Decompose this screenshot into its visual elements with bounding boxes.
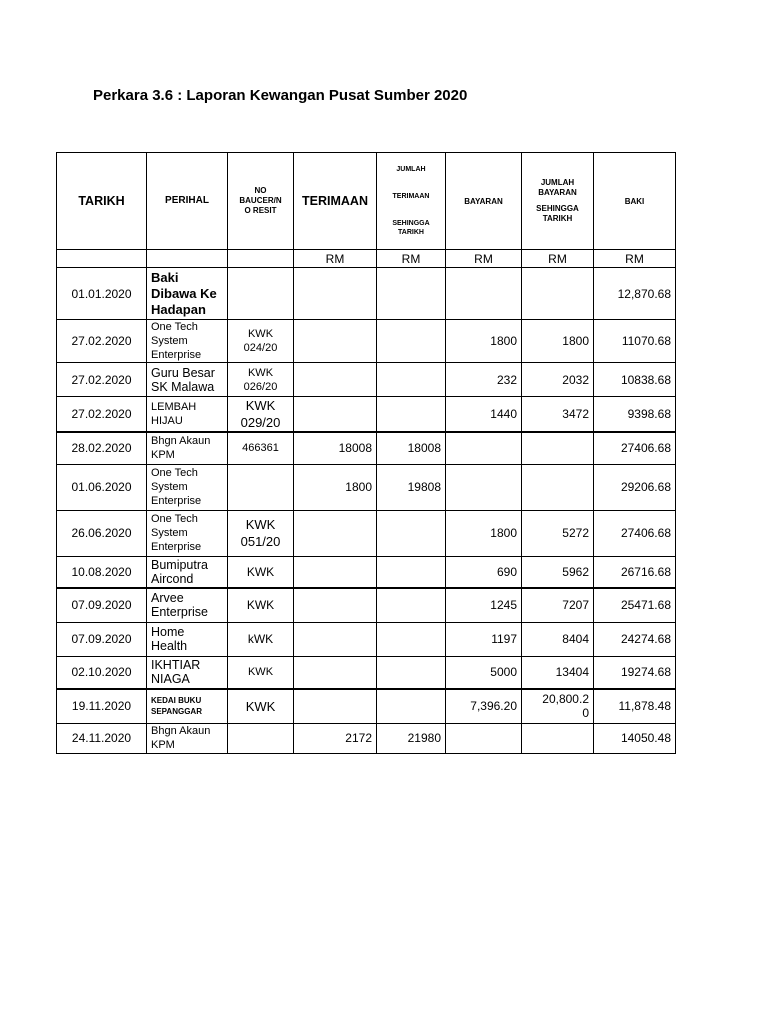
cell-jumlah-bayaran: 5962 [522, 556, 594, 588]
cell-bayaran: 1245 [446, 588, 522, 622]
cell-bayaran: 7,396.20 [446, 689, 522, 723]
cell-perihal: One Tech System Enterprise [147, 510, 228, 556]
cell-perihal: LEMBAH HIJAU [147, 397, 228, 433]
header-row [57, 153, 676, 250]
cell-baucer: KWK [228, 656, 294, 689]
cell-tarikh: 10.08.2020 [57, 556, 147, 588]
cell-baki: 19274.68 [594, 656, 676, 689]
cell-tarikh: 27.02.2020 [57, 397, 147, 433]
cell-tarikh: 01.01.2020 [57, 268, 147, 320]
cell-baki: 10838.68 [594, 363, 676, 397]
cell-baki: 9398.68 [594, 397, 676, 433]
cell-baucer: kWK [228, 622, 294, 656]
cell-jumlah-bayaran: 20,800.2 0 [522, 689, 594, 723]
cell-baki: 14050.48 [594, 723, 676, 753]
table-row [57, 656, 676, 689]
cell-jumlah-bayaran [522, 432, 594, 464]
cell-perihal: Bhgn Akaun KPM [147, 432, 228, 464]
cell-jumlah-terimaan [377, 588, 446, 622]
table-row [57, 432, 676, 464]
cell-perihal: Bhgn Akaun KPM [147, 723, 228, 753]
cell-bayaran: 1800 [446, 320, 522, 363]
cell-bayaran [446, 723, 522, 753]
cell-bayaran: 232 [446, 363, 522, 397]
cell-tarikh: 24.11.2020 [57, 723, 147, 753]
cell-terimaan [294, 268, 377, 320]
cell-tarikh: 28.02.2020 [57, 432, 147, 464]
cell-terimaan: 1800 [294, 464, 377, 510]
cell-baki: 27406.68 [594, 432, 676, 464]
cell-perihal: Baki Dibawa Ke Hadapan [147, 268, 228, 320]
cell-tarikh: 19.11.2020 [57, 689, 147, 723]
cell-bayaran: 1800 [446, 510, 522, 556]
cell-bayaran: 5000 [446, 656, 522, 689]
cell-jumlah-terimaan [377, 556, 446, 588]
cell-jumlah-terimaan [377, 510, 446, 556]
cell-baki: 26716.68 [594, 556, 676, 588]
cell-tarikh: 07.09.2020 [57, 588, 147, 622]
cell-baucer: KWK [228, 556, 294, 588]
table-row [57, 588, 676, 622]
cell-baucer: KWK 051/20 [228, 510, 294, 556]
cell-jumlah-bayaran: 2032 [522, 363, 594, 397]
cell-jumlah-terimaan: 19808 [377, 464, 446, 510]
table-row [57, 464, 676, 510]
cell-baucer: KWK 024/20 [228, 320, 294, 363]
cell-jumlah-terimaan [377, 622, 446, 656]
table-row [57, 320, 676, 363]
cell-jumlah-terimaan [377, 656, 446, 689]
cell-tarikh: 27.02.2020 [57, 320, 147, 363]
unit-terimaan: RM [294, 250, 377, 268]
cell-bayaran: 1197 [446, 622, 522, 656]
cell-perihal: Arvee Enterprise [147, 588, 228, 622]
cell-jumlah-terimaan [377, 320, 446, 363]
table-row [57, 556, 676, 588]
cell-perihal: One Tech System Enterprise [147, 464, 228, 510]
cell-baki: 24274.68 [594, 622, 676, 656]
cell-bayaran [446, 268, 522, 320]
cell-jumlah-bayaran [522, 268, 594, 320]
cell-terimaan [294, 656, 377, 689]
cell-tarikh: 07.09.2020 [57, 622, 147, 656]
cell-jumlah-terimaan: 21980 [377, 723, 446, 753]
cell-jumlah-bayaran: 3472 [522, 397, 594, 433]
cell-terimaan [294, 363, 377, 397]
cell-baucer [228, 464, 294, 510]
cell-terimaan [294, 556, 377, 588]
table-row [57, 268, 676, 320]
header-baki: BAKI [594, 153, 676, 250]
cell-jumlah-bayaran: 1800 [522, 320, 594, 363]
cell-bayaran [446, 464, 522, 510]
cell-jumlah-bayaran [522, 723, 594, 753]
cell-terimaan [294, 320, 377, 363]
cell-baucer [228, 723, 294, 753]
unit-baki: RM [594, 250, 676, 268]
cell-terimaan: 18008 [294, 432, 377, 464]
cell-baki: 12,870.68 [594, 268, 676, 320]
cell-jumlah-terimaan [377, 363, 446, 397]
cell-bayaran [446, 432, 522, 464]
cell-tarikh: 26.06.2020 [57, 510, 147, 556]
financial-report-table [56, 152, 676, 754]
cell-baucer: KWK [228, 689, 294, 723]
cell-baucer: KWK [228, 588, 294, 622]
cell-tarikh: 01.06.2020 [57, 464, 147, 510]
cell-jumlah-terimaan [377, 268, 446, 320]
table-row [57, 510, 676, 556]
report-title: Perkara 3.6 : Laporan Kewangan Pusat Sumber 2020 [93, 87, 468, 104]
units-row [57, 250, 676, 268]
cell-jumlah-bayaran: 7207 [522, 588, 594, 622]
table-row [57, 689, 676, 723]
cell-baucer: KWK 026/20 [228, 363, 294, 397]
cell-tarikh: 27.02.2020 [57, 363, 147, 397]
cell-baki: 27406.68 [594, 510, 676, 556]
cell-bayaran: 690 [446, 556, 522, 588]
cell-perihal: One Tech System Enterprise [147, 320, 228, 363]
cell-terimaan [294, 689, 377, 723]
cell-baucer: KWK 029/20 [228, 397, 294, 433]
cell-tarikh: 02.10.2020 [57, 656, 147, 689]
cell-perihal: Bumiputra Aircond [147, 556, 228, 588]
cell-baucer [228, 268, 294, 320]
table-row [57, 723, 676, 753]
cell-perihal: KEDAI BUKU SEPANGGAR [147, 689, 228, 723]
cell-jumlah-bayaran: 8404 [522, 622, 594, 656]
cell-bayaran: 1440 [446, 397, 522, 433]
header-jumlah-bayaran: JUMLAH BAYARAN SEHINGGA TARIKH [522, 153, 594, 250]
header-bayaran: BAYARAN [446, 153, 522, 250]
table-row [57, 363, 676, 397]
unit-jumlah-terimaan: RM [377, 250, 446, 268]
cell-terimaan: 2172 [294, 723, 377, 753]
cell-terimaan [294, 397, 377, 433]
header-terimaan: TERIMAAN [294, 153, 377, 250]
cell-perihal: Guru Besar SK Malawa [147, 363, 228, 397]
cell-jumlah-bayaran: 5272 [522, 510, 594, 556]
header-no-baucer: NO BAUCER/N O RESIT [228, 153, 294, 250]
cell-terimaan [294, 588, 377, 622]
cell-perihal: Home Health [147, 622, 228, 656]
cell-jumlah-terimaan [377, 397, 446, 433]
cell-jumlah-terimaan: 18008 [377, 432, 446, 464]
cell-jumlah-bayaran [522, 464, 594, 510]
cell-perihal: IKHTIAR NIAGA [147, 656, 228, 689]
cell-jumlah-bayaran: 13404 [522, 656, 594, 689]
cell-terimaan [294, 622, 377, 656]
cell-baki: 29206.68 [594, 464, 676, 510]
cell-jumlah-terimaan [377, 689, 446, 723]
header-jumlah-terimaan: JUMLAH TERIMAAN SEHINGGA TARIKH [377, 153, 446, 250]
cell-baki: 25471.68 [594, 588, 676, 622]
cell-terimaan [294, 510, 377, 556]
cell-baki: 11070.68 [594, 320, 676, 363]
header-perihal: PERIHAL [147, 153, 228, 250]
table-row [57, 397, 676, 433]
unit-bayaran: RM [446, 250, 522, 268]
table-row [57, 622, 676, 656]
cell-baucer: 466361 [228, 432, 294, 464]
header-tarikh: TARIKH [57, 153, 147, 250]
unit-jumlah-bayaran: RM [522, 250, 594, 268]
cell-baki: 11,878.48 [594, 689, 676, 723]
